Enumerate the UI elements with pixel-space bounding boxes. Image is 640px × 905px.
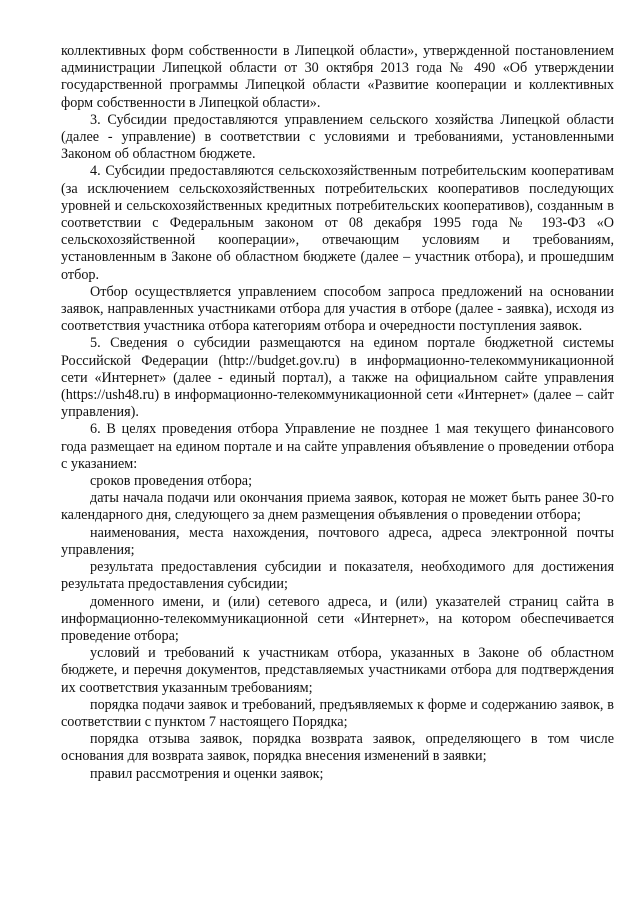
list-item-withdrawal-order: порядка отзыва заявок, порядка возврата заявок, определяющего в том числе основания для возврата заявок, порядка внесения изменений в заявки; — [61, 731, 614, 765]
list-item-submission-order: порядка подачи заявок и требований, предъявляемых к форме и содержанию заявок, в соответствии с пунктом 7 настоящего Порядка; — [61, 696, 614, 730]
paragraph-item-6: 6. В целях проведения отбора Управление не позднее 1 мая текущего финансового года размещает на едином портале и на сайте управления объявление о проведении отбора с указанием: — [61, 421, 614, 472]
list-item-review-rules: правил рассмотрения и оценки заявок; — [90, 765, 324, 782]
list-item-domain: доменного имени, и (или) сетевого адреса, и (или) указателей страниц сайта в информационно-телекоммуникационной сети «Интернет», на котором обеспечивается проведение отбора; — [61, 593, 614, 644]
list-item-result: результата предоставления субсидии и показателя, необходимого для достижения результата предоставления субсидии; — [61, 559, 614, 593]
paragraph-continuation: коллективных форм собственности в Липецкой области», утвержденной постановлением администрации Липецкой области от 30 октября 2013 года № 490 «Об утверждении государственной программы Липецкой области «Развитие кооперации и коллективных форм собственности в Липецкой области». — [61, 43, 614, 111]
list-item-requirements: условий и требований к участникам отбора, указанных в Законе об областном бюджете, и перечня документов, представляемых участниками отбора для подтверждения их соответствия указанным требованиям; — [61, 645, 614, 696]
paragraph-item-4: 4. Субсидии предоставляются сельскохозяйственным потребительским кооперативам (за исключением сельскохозяйственных потребительских кооперативов последующих уровней и сельскохозяйственных кредитных потребительских кооперативов), созданным в соответствии с Федеральным законом от 08 декабря 1995 года № 193-ФЗ «О сельскохозяйственной кооперации», отвечающим условиям и требованиям, установленным в Законе об областном бюджете (далее – участник отбора), и прошедшим отбор. — [61, 163, 614, 283]
list-item-application-dates: даты начала подачи или окончания приема заявок, которая не может быть ранее 30-го календарного дня, следующего за днем размещения объявления о проведении отбора; — [61, 490, 614, 524]
list-item-selection-dates: сроков проведения отбора; — [90, 473, 253, 490]
paragraph-selection-method: Отбор осуществляется управлением способом запроса предложений на основании заявок, направленных участниками отбора для участия в отборе (далее - заявка), исходя из соответствия участника отбора категориям отбора и очередности поступления заявок. — [61, 283, 614, 335]
list-item-contacts: наименования, места нахождения, почтового адреса, адреса электронной почты управления; — [61, 524, 614, 558]
paragraph-item-3: 3. Субсидии предоставляются управлением сельского хозяйства Липецкой области (далее - управление) в соответствии с условиями и требованиями, установленными Законом об областном бюджете. — [61, 111, 614, 163]
paragraph-item-5: 5. Сведения о субсидии размещаются на едином портале бюджетной системы Российской Федерации (http://budget.gov.ru) в информационно-телекоммуникационной сети «Интернет» (далее - единый портал), а также на официальном сайте управления (https://ush48.ru) в информационно-телекоммуникационной сети «Интернет» (далее – сайт управления). — [61, 335, 614, 421]
